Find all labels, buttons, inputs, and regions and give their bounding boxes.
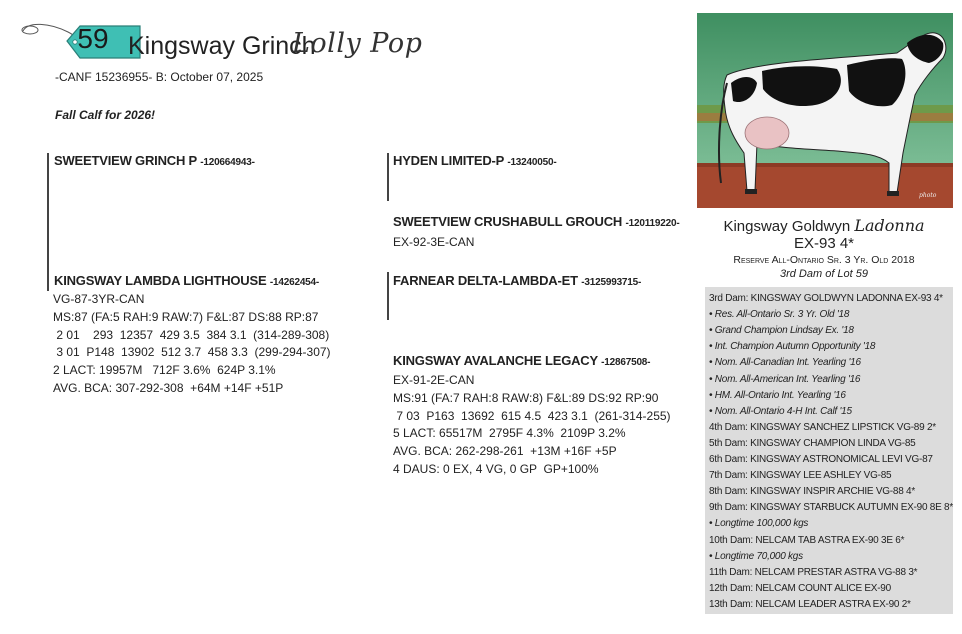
pedigree-line: • Longtime 100,000 kgs bbox=[709, 518, 809, 530]
pedigree-line: 10th Dam: NELCAM TAB ASTRA EX-90 3E 6* bbox=[709, 534, 905, 546]
pedigree-line: 8th Dam: KINGSWAY INSPIR ARCHIE VG-88 4* bbox=[709, 486, 915, 498]
pedigree-line: • HM. All-Ontario Int. Yearling '16 bbox=[709, 389, 846, 401]
dam-details bbox=[53, 291, 331, 398]
dam-line: VG-87-3YR-CAN bbox=[53, 292, 145, 306]
pedigree-line: 4th Dam: KINGSWAY SANCHEZ LIPSTICK VG-89 2* bbox=[709, 421, 936, 433]
animal-name: Kingsway Grinch bbox=[128, 32, 316, 60]
dam-sire-bracket bbox=[387, 272, 389, 320]
pedigree-line: • Grand Champion Lindsay Ex. '18 bbox=[709, 325, 854, 337]
pedigree-line: 6th Dam: KINGSWAY ASTRONOMICAL LEVI VG-87 bbox=[709, 454, 933, 465]
dam-line: AVG. BCA: 307-292-308 +64M +14F +51P bbox=[53, 380, 284, 395]
photo-cow-name: Kingsway Goldwyn Ladonna bbox=[723, 216, 925, 235]
dam-dam-name: KINGSWAY AVALANCHE LEGACY -12867508- bbox=[393, 353, 651, 368]
sire-bracket bbox=[47, 153, 49, 291]
registration-line: -CANF 15236955- B: October 07, 2025 bbox=[55, 70, 264, 84]
dam-dam-line: 4 DAUS: 0 EX, 4 VG, 0 GP GP+100% bbox=[393, 461, 599, 476]
pedigree-line: 9th Dam: KINGSWAY STARBUCK AUTUMN EX-90 8E 8* bbox=[709, 502, 954, 514]
dam-dam-details bbox=[393, 372, 671, 479]
pedigree-line: 13th Dam: NELCAM LEADER ASTRA EX-90 2* bbox=[709, 598, 911, 610]
svg-text:photo: photo bbox=[919, 192, 937, 199]
pedigree-line: • Longtime 70,000 kgs bbox=[709, 550, 803, 562]
sire-name: SWEETVIEW GRINCH P -120664943- bbox=[54, 153, 255, 168]
dam-line: 3 01 P148 13902 512 3.7 458 3.3 (299-294-307) bbox=[53, 345, 331, 360]
pedigree-line: • Int. Champion Autumn Opportunity '18 bbox=[709, 341, 876, 353]
pedigree-line: 3rd Dam: KINGSWAY GOLDWYN LADONNA EX-93 4* bbox=[709, 293, 943, 304]
dam-sire-name: FARNEAR DELTA-LAMBDA-ET -3125993715- bbox=[393, 273, 642, 288]
dam-line: 2 01 293 12357 429 3.5 384 3.1 (314-289-308) bbox=[53, 327, 330, 342]
dam-dam-line: MS:91 (FA:7 RAH:8 RAW:8) F&L:89 DS:92 RP:90 bbox=[393, 390, 659, 405]
pedigree-line: 7th Dam: KINGSWAY LEE ASHLEY VG-85 bbox=[709, 470, 892, 482]
photo-caption: 3rd Dam of Lot 59 bbox=[779, 268, 869, 280]
photo-cow-classification: EX-93 4* bbox=[793, 235, 855, 252]
photo-cow-honor: Reserve All-Ontario Sr. 3 Yr. Old 2018 bbox=[733, 254, 915, 266]
sale-note: Fall Calf for 2026! bbox=[55, 108, 156, 122]
dam-dam-line: 5 LACT: 65517M 2795F 4.3% 2109P 3.2% bbox=[393, 426, 626, 441]
pedigree-line: • Nom. All-American Int. Yearling '16 bbox=[709, 373, 861, 385]
pedigree-line: 11th Dam: NELCAM PRESTAR ASTRA VG-88 3* bbox=[709, 566, 918, 578]
pedigree-line: 5th Dam: KINGSWAY CHAMPION LINDA VG-85 bbox=[709, 437, 916, 449]
dam-name: KINGSWAY LAMBDA LIGHTHOUSE -14262454- bbox=[54, 273, 320, 288]
sire-dam-name: SWEETVIEW CRUSHABULL GROUCH -120119220- bbox=[393, 214, 680, 229]
sire-sire-name: HYDEN LIMITED-P -13240050- bbox=[393, 153, 557, 168]
sire-sire-bracket bbox=[387, 153, 389, 201]
dam-dam-line: 7 03 P163 13692 615 4.5 423 3.1 (261-314-255) bbox=[393, 408, 671, 423]
animal-name-script: Lolly Pop bbox=[292, 28, 423, 59]
dam-dam-line: AVG. BCA: 262-298-261 +13M +16F +5P bbox=[393, 444, 617, 459]
pedigree-line: • Nom. All-Ontario 4-H Int. Calf '15 bbox=[709, 405, 852, 417]
lot-number: 59 bbox=[77, 23, 109, 54]
dam-line: 2 LACT: 19957M 712F 3.6% 624P 3.1% bbox=[53, 363, 276, 378]
extended-pedigree-box bbox=[705, 287, 953, 614]
dam-dam-line: EX-91-2E-CAN bbox=[393, 373, 475, 387]
sire-dam-class: EX-92-3E-CAN bbox=[393, 235, 475, 249]
pedigree-line: • Nom. All-Canadian Int. Yearling '16 bbox=[709, 357, 861, 369]
pedigree-line: 12th Dam: NELCAM COUNT ALICE EX-90 bbox=[709, 582, 891, 594]
cow-photo bbox=[697, 13, 953, 208]
pedigree-line: • Res. All-Ontario Sr. 3 Yr. Old '18 bbox=[709, 309, 850, 321]
dam-line: MS:87 (FA:5 RAH:9 RAW:7) F&L:87 DS:88 RP:87 bbox=[53, 309, 319, 324]
